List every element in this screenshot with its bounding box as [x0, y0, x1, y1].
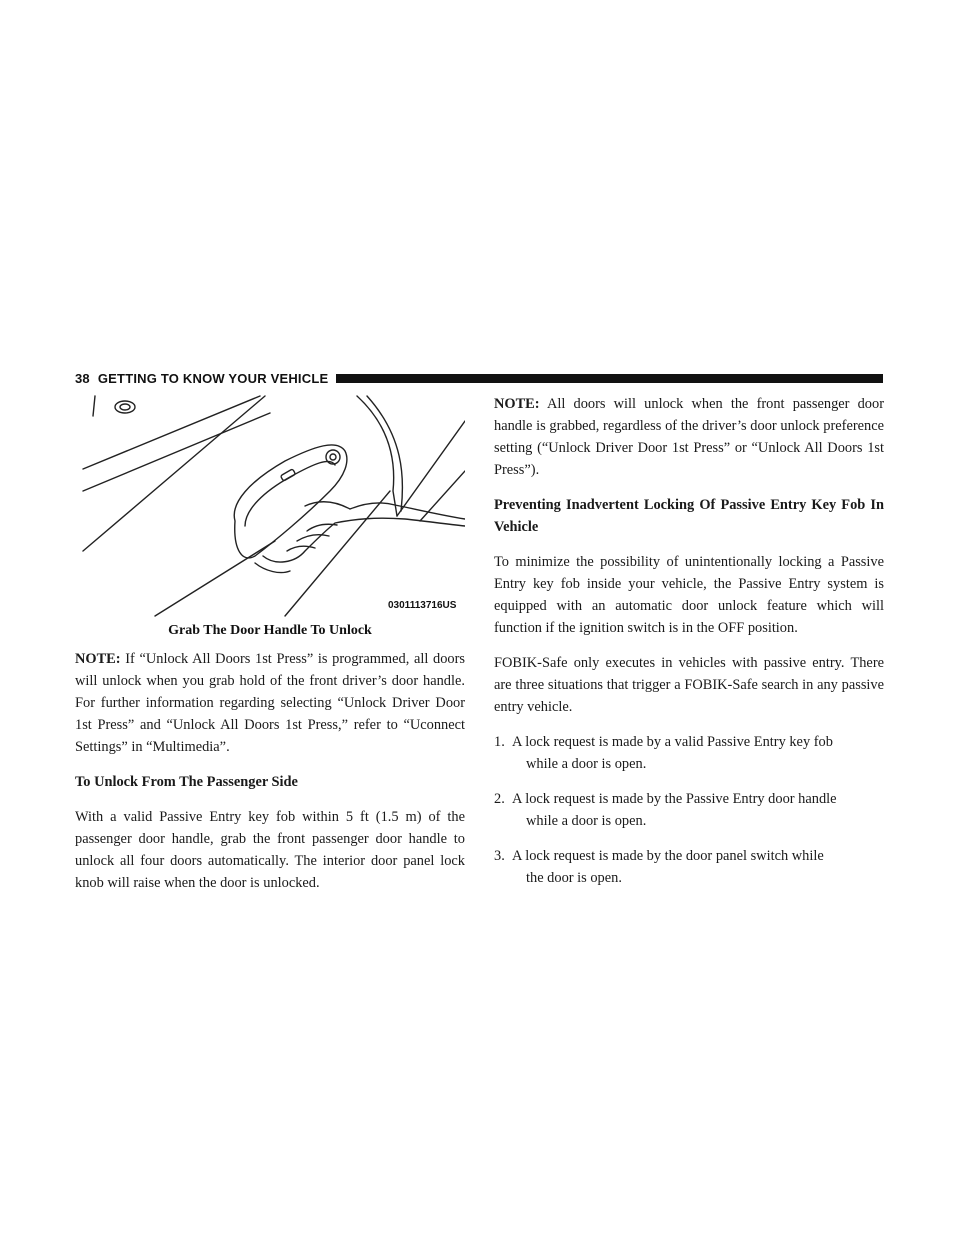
note-text: All doors will unlock when the front passenger door handle is grabbed, regardless of the driver’s door unlock preference setting (“Unlock Driver Door 1st Press” or “Unlock All Doors 1st Press”).	[494, 396, 884, 478]
note-paragraph	[75, 648, 465, 758]
list-text-cont: while a door is open.	[526, 756, 647, 772]
figure-caption: Grab The Door Handle To Unlock	[168, 623, 372, 638]
section-heading: Preventing Inadvertent Locking Of Passive Entry Key Fob In Vehicle	[494, 497, 884, 535]
note-paragraph	[494, 393, 884, 481]
list-text-cont: the door is open.	[526, 870, 622, 886]
list-text: A lock request is made by the Passive Entry door handle	[512, 791, 837, 807]
list-item	[494, 845, 884, 889]
list-number: 3.	[494, 848, 505, 864]
header-rule	[336, 374, 883, 383]
body-paragraph: FOBIK-Safe only executes in vehicles with passive entry. There are three situations that trigger a FOBIK-Safe search in any passive entry vehicle.	[494, 655, 884, 715]
list-item	[494, 788, 884, 832]
page-number: 38	[75, 370, 90, 386]
section-title: GETTING TO KNOW YOUR VEHICLE	[97, 370, 329, 386]
list-text-cont: while a door is open.	[526, 813, 647, 829]
note-label: NOTE:	[75, 651, 121, 667]
section-heading: To Unlock From The Passenger Side	[75, 774, 298, 790]
body-paragraph: With a valid Passive Entry key fob within 5 ft (1.5 m) of the passenger door handle, grab the front passenger door handle to unlock all four doors automatically. The interior door panel lock knob will raise when the door is unlocked.	[75, 809, 465, 891]
figure-code: 0301113716US	[388, 600, 457, 611]
list-number: 2.	[494, 791, 505, 807]
list-number: 1.	[494, 734, 505, 750]
door-handle-illustration	[75, 391, 465, 619]
page-header	[75, 369, 883, 387]
note-label: NOTE:	[494, 396, 540, 412]
right-column	[494, 393, 884, 889]
list-text: A lock request is made by the door panel switch while	[512, 848, 824, 864]
list-item	[494, 731, 884, 775]
left-column	[75, 648, 465, 894]
body-paragraph: To minimize the possibility of unintentionally locking a Passive Entry key fob inside your vehicle, the Passive Entry system is equipped with an automatic door unlock feature which will function if the ignition switch is in the OFF position.	[494, 554, 884, 636]
note-text: If “Unlock All Doors 1st Press” is programmed, all doors will unlock when you grab hold of the front driver’s door handle. For further information regarding selecting “Unlock Driver Door 1st Press” and “Unlock All Doors 1st Press,” refer to “Uconnect Settings” in “Multimedia”.	[75, 651, 465, 755]
list-text: A lock request is made by a valid Passive Entry key fob	[512, 734, 833, 750]
